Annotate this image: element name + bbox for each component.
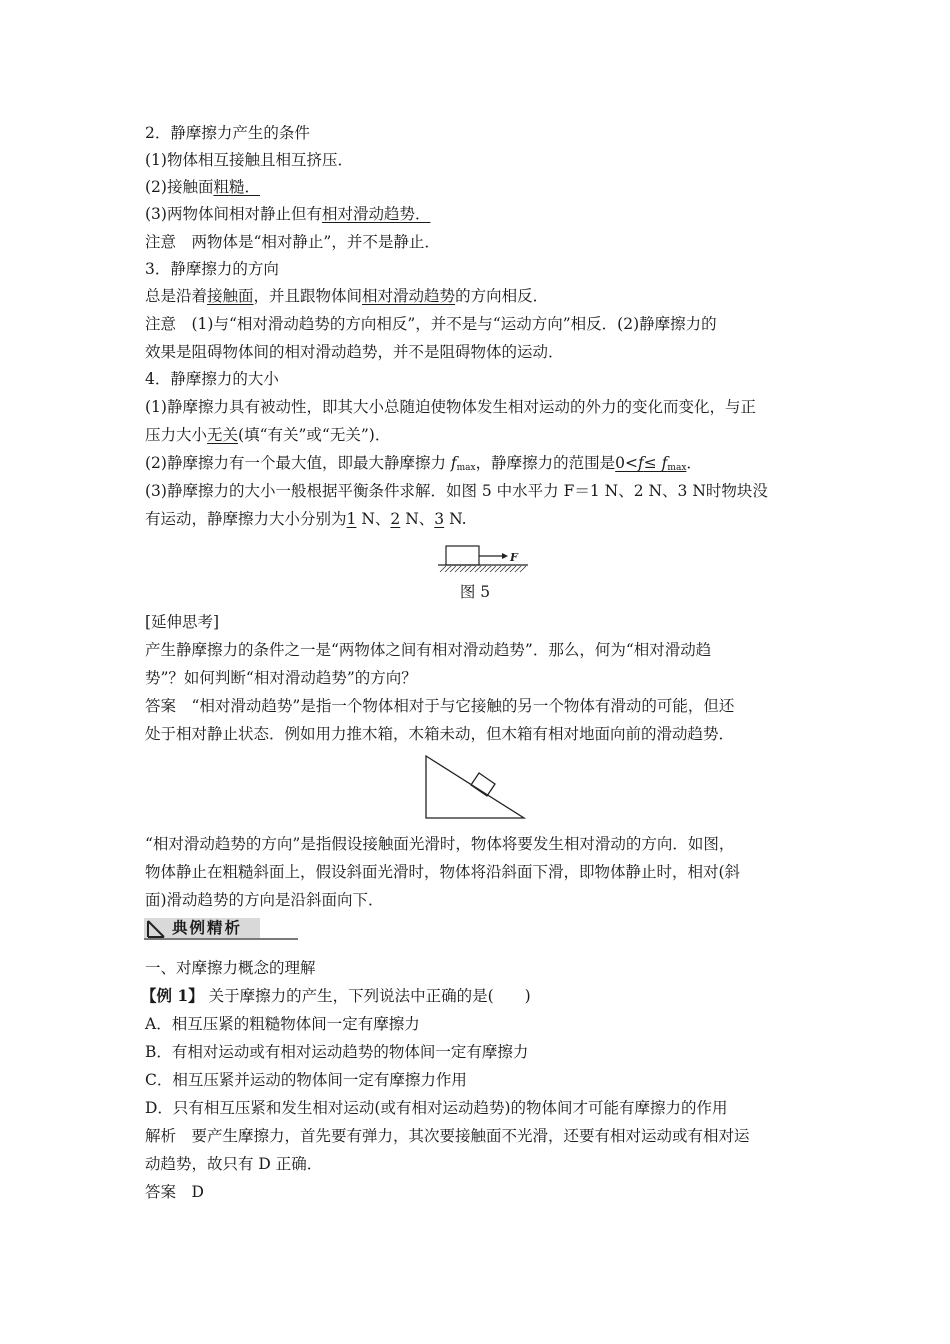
condition-1: (1)物体相互接触且相互挤压． bbox=[145, 151, 353, 169]
section-underline bbox=[144, 938, 298, 940]
symbol-f: f bbox=[638, 454, 644, 472]
diagonal-mark-icon bbox=[146, 920, 166, 938]
text-run: 压力大小 bbox=[145, 426, 208, 444]
analysis-line1: 解析 要产生摩擦力，首先要有弹力，其次要接触面不光滑，还要有相对运动或有相对运 bbox=[145, 1127, 750, 1145]
block bbox=[446, 546, 479, 565]
answer-line1: 答案 “相对滑动趋势”是指一个物体相对于与它接触的另一个物体有滑动的可能，但还 bbox=[145, 697, 735, 715]
section-title: 典例精析 bbox=[172, 919, 243, 937]
option-a: A．相互压紧的粗糙物体间一定有摩擦力 bbox=[145, 1015, 420, 1033]
note-3-line1: 注意 (1)与“相对滑动趋势的方向相反”，并不是与“运动方向”相反．(2)静摩擦力的 bbox=[145, 315, 717, 333]
text-run: 有运动，静摩擦力大小分别为 bbox=[145, 510, 347, 528]
heading-3: 3．静摩擦力的方向 bbox=[145, 260, 279, 278]
condition-2-text: (2)接触面 bbox=[145, 178, 214, 196]
blank-answer: 3 bbox=[434, 510, 445, 528]
text-run: 总是沿着 bbox=[145, 287, 208, 305]
ground-hatching bbox=[440, 566, 526, 572]
section-header bbox=[144, 914, 298, 940]
subscript-max: max bbox=[456, 463, 476, 473]
arrow-head bbox=[502, 553, 508, 559]
explanation-line2: 物体静止在粗糙斜面上，假设斜面光滑时，物体将沿斜面下滑，即物体静止时，相对(斜 bbox=[145, 863, 741, 881]
heading-4: 4．静摩擦力的大小 bbox=[145, 370, 279, 388]
magnitude-3-line1: (3)静摩擦力的大小一般根据平衡条件求解．如图 5 中水平力 F＝1 N、2 N、3 N时物块没 bbox=[145, 482, 768, 500]
blank-answer: 无关 bbox=[207, 426, 239, 444]
note-3-line2: 效果是阻碍物体间的相对滑动趋势，并不是阻碍物体的运动． bbox=[145, 343, 564, 361]
blank-answer: 相对滑动趋势 bbox=[362, 287, 456, 305]
condition-3 bbox=[145, 204, 430, 224]
option-b: B．有相对运动或有相对运动趋势的物体间一定有摩擦力 bbox=[145, 1043, 529, 1061]
option-d: D．只有相互压紧和发生相对运动(或有相对运动趋势)的物体间才可能有摩擦力的作用 bbox=[145, 1099, 728, 1117]
magnitude-3-line2 bbox=[145, 509, 467, 529]
text-run: ，并且跟物体间 bbox=[253, 287, 363, 305]
direction-text bbox=[145, 286, 548, 306]
symbol-f: f bbox=[661, 454, 668, 472]
question-text: 关于摩擦力的产生，下列说法中正确的是( ) bbox=[203, 987, 531, 1005]
incline-diagram bbox=[422, 752, 528, 822]
note-2: 注意 两物体是“相对静止”，并不是静止． bbox=[145, 233, 440, 251]
blank-answer: 1 bbox=[346, 510, 357, 528]
heading-2: 2．静摩擦力产生的条件 bbox=[145, 124, 310, 142]
explanation-line1: “相对滑动趋势的方向”是指假设接触面光滑时，物体将要发生相对滑动的方向．如图， bbox=[145, 835, 735, 853]
blank-answer: 2 bbox=[390, 510, 401, 528]
example-tag: 【例 1】 bbox=[141, 986, 204, 1005]
text-run: N、 bbox=[400, 510, 435, 528]
condition-2 bbox=[145, 177, 260, 197]
text-run: (填“有关”或“无关”)． bbox=[238, 426, 391, 444]
question-line2: 势”？如何判断“相对滑动趋势”的方向？ bbox=[145, 669, 417, 687]
answer-text: 答案 D bbox=[145, 1183, 204, 1201]
question-line1: 产生静摩擦力的条件之一是“两物体之间有相对滑动趋势”．那么，何为“相对滑动趋 bbox=[145, 641, 712, 659]
topic-heading: 一、对摩擦力概念的理解 bbox=[145, 959, 316, 977]
text-run: ． bbox=[686, 454, 702, 472]
blank-answer: 粗糙． bbox=[213, 178, 260, 196]
explanation-line3: 面)滑动趋势的方向是沿斜面向下． bbox=[145, 891, 384, 909]
answer-line2: 处于相对静止状态．例如用力推木箱，木箱未动，但木箱有相对地面向前的滑动趋势． bbox=[145, 725, 735, 743]
example-question bbox=[141, 986, 531, 1006]
analysis-line2: 动趋势，故只有 D 正确． bbox=[145, 1155, 323, 1173]
blank-answer: 相对滑动趋势． bbox=[321, 205, 431, 223]
magnitude-1-line2 bbox=[145, 425, 390, 445]
text-run: N、 bbox=[356, 510, 391, 528]
figure-5-block-on-surface bbox=[438, 542, 528, 576]
leq-sign: ≤ bbox=[643, 454, 662, 472]
text-run: 的方向相反． bbox=[455, 287, 549, 305]
text-run: N. bbox=[444, 510, 467, 528]
block-on-incline bbox=[471, 773, 495, 796]
magnitude-2 bbox=[145, 453, 702, 478]
option-c: C．相互压紧并运动的物体间一定有摩擦力作用 bbox=[145, 1071, 467, 1089]
force-label: F bbox=[510, 551, 518, 564]
magnitude-1-line1: (1)静摩擦力具有被动性，即其大小总随迫使物体发生相对运动的外力的变化而变化，与正 bbox=[145, 398, 756, 416]
blank-answer: 接触面 bbox=[207, 287, 254, 305]
figure-caption: 图 5 bbox=[459, 583, 491, 601]
extend-heading: [延伸思考] bbox=[145, 613, 220, 631]
subscript-max: max bbox=[667, 463, 687, 473]
text-run: ，静摩擦力的范围是 bbox=[475, 454, 616, 472]
range-start: 0< bbox=[615, 454, 638, 472]
range-answer bbox=[615, 454, 686, 472]
text-run: (2)静摩擦力有一个最大值，即最大静摩擦力 bbox=[145, 454, 451, 472]
condition-3-text: (3)两物体间相对静止但有 bbox=[145, 205, 322, 223]
symbol-f: f bbox=[450, 454, 457, 472]
